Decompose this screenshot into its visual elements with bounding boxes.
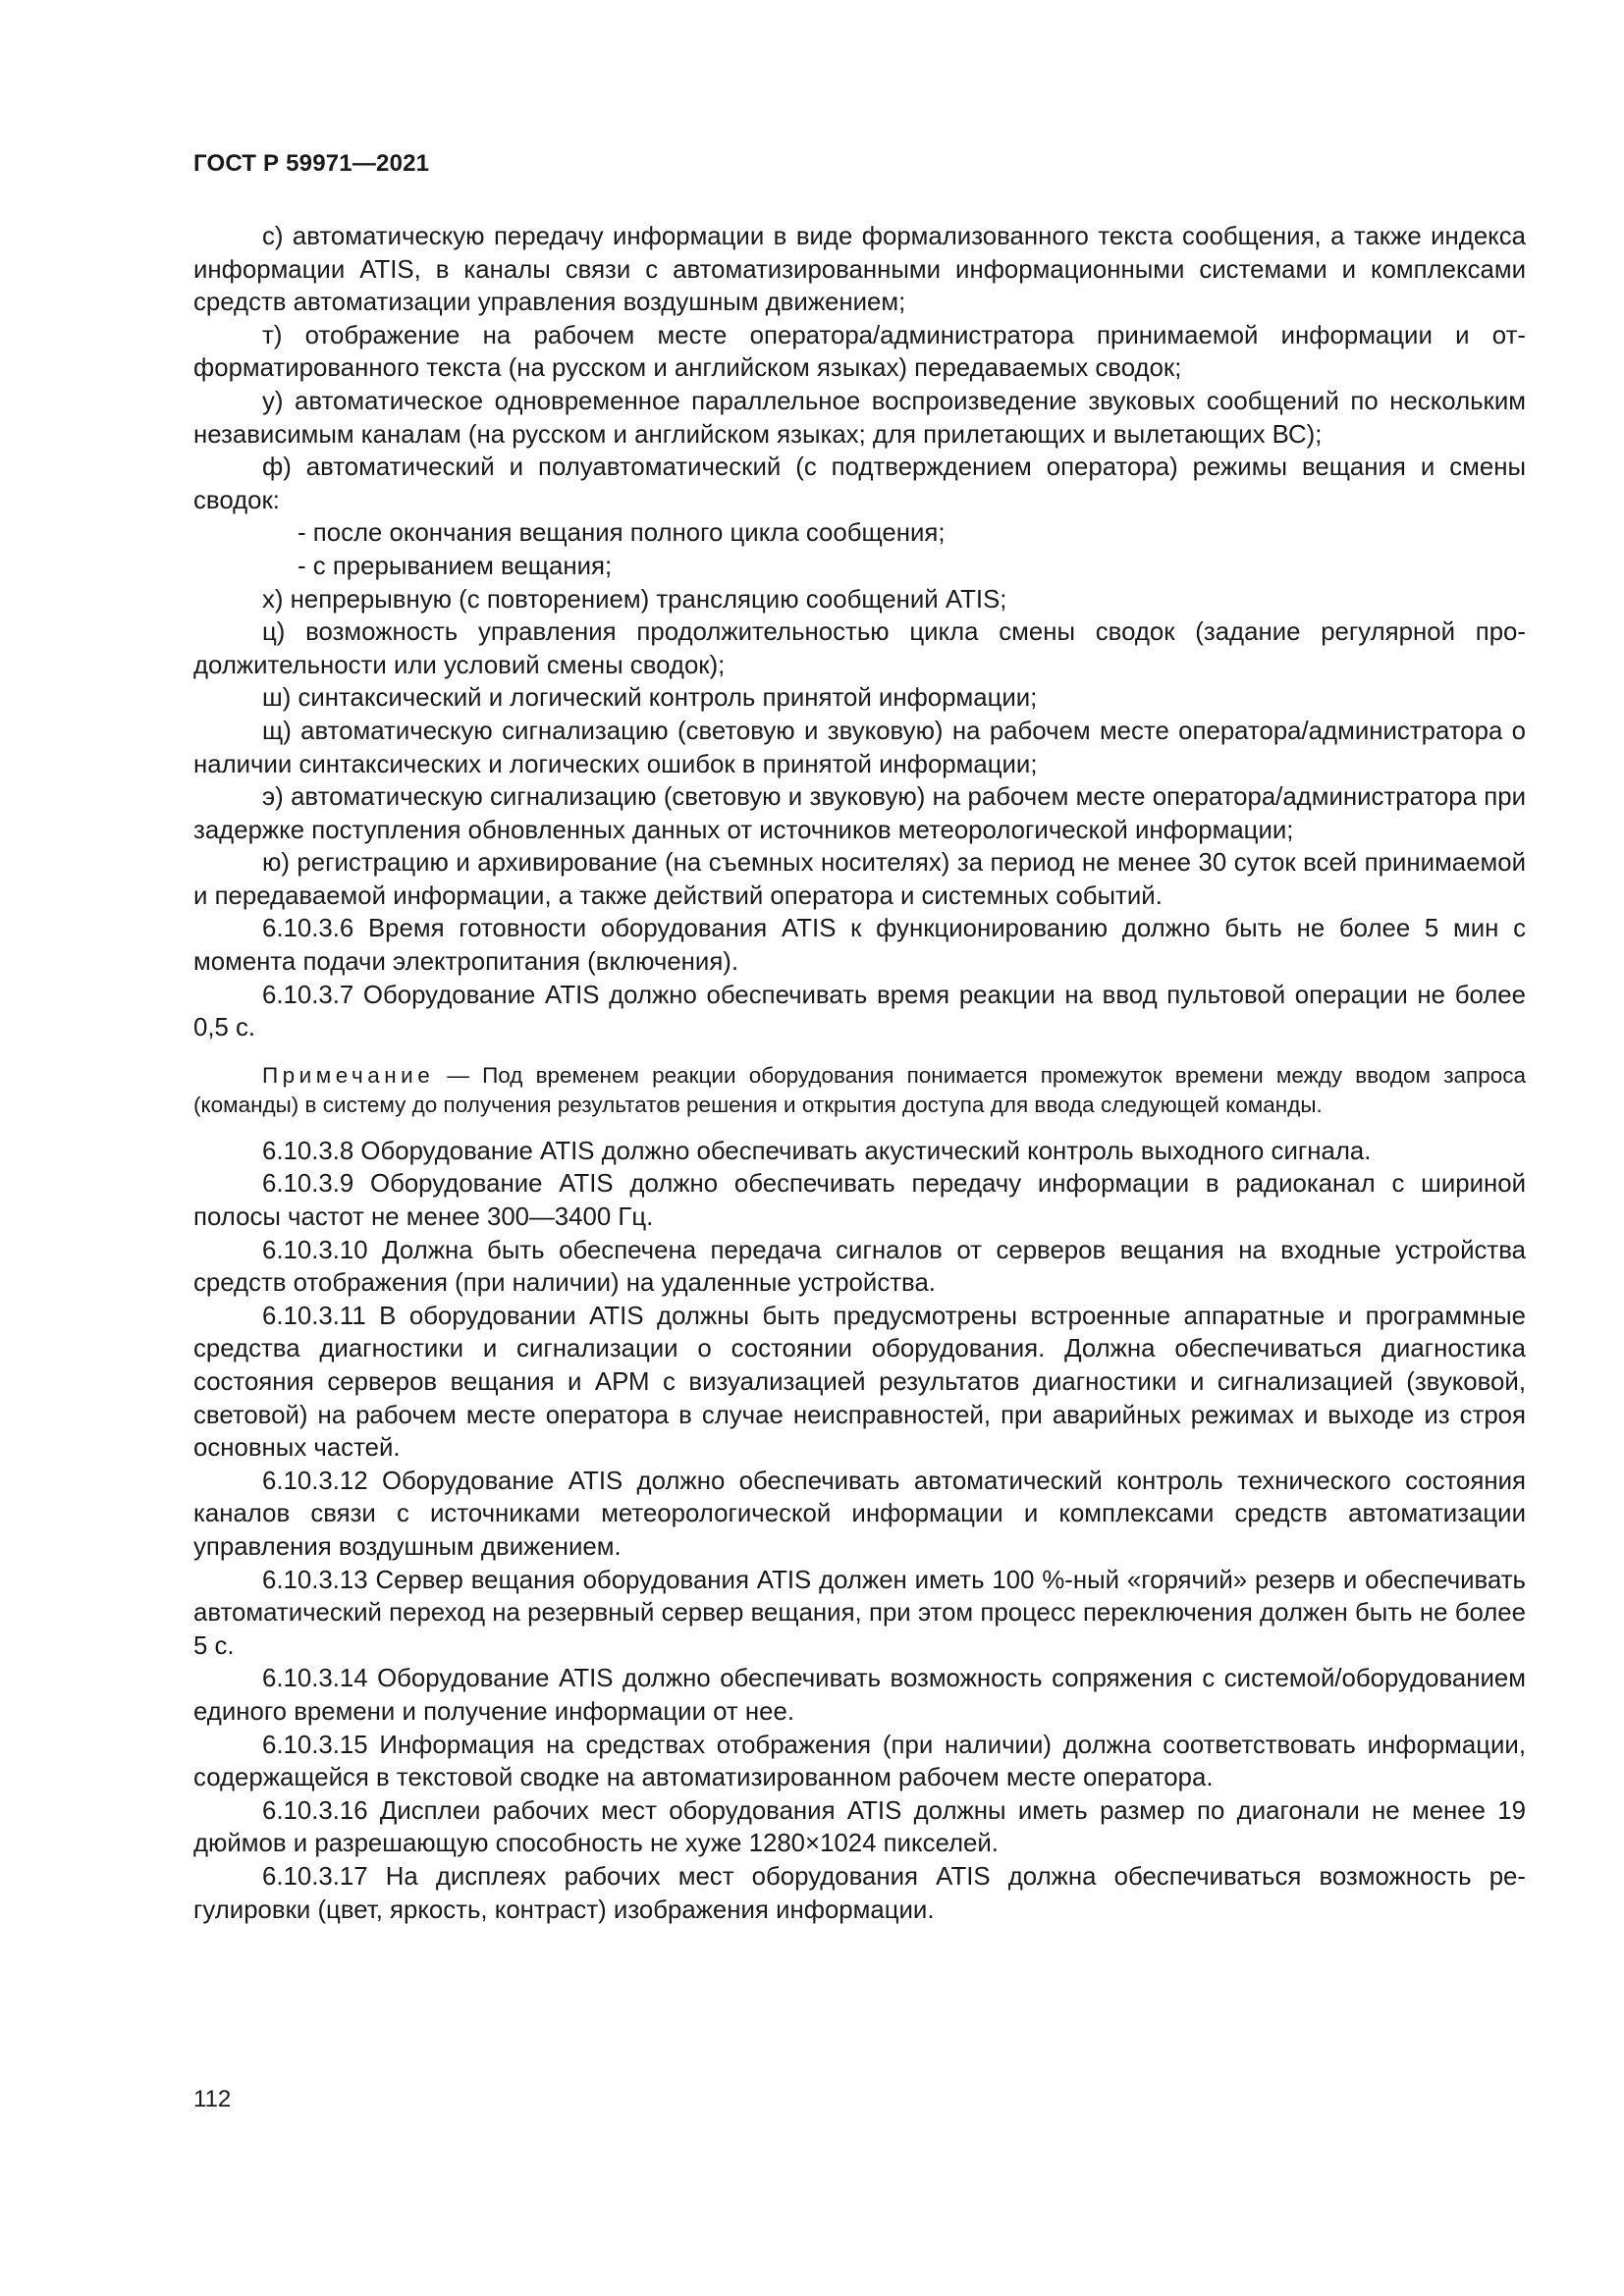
document-body [193, 221, 1526, 1927]
page-number: 112 [193, 2086, 232, 2112]
clause-paragraph: 6.10.3.8 Оборудование ATIS должно обеспечивать акустический контроль выходного сигнала. [262, 1137, 1372, 1165]
clause-paragraph: 6.10.3.6 Время готовности оборудования ATIS к функционированию должно быть не более 5 мин с момента подачи электропитания (включения). [193, 915, 1526, 977]
clause-paragraph: 6.10.3.10 Должна быть обеспечена передача сигналов от серверов вещания на входные устройства средств отображения (при наличии) на удаленные устройства. [193, 1236, 1526, 1298]
sub-list-item: - с прерыванием вещания; [298, 552, 613, 580]
list-item: ю) регистрацию и архивирование (на съемных носителях) за период не менее 30 суток всей принимаемой и передаваемой информации, а также действий оператора и системных событий. [193, 849, 1526, 910]
clause-paragraph: 6.10.3.12 Оборудование ATIS должно обеспечивать автоматический контроль технического состояния каналов связи с источниками метеорологической информации и комплексами средств автоматизации управления воздушным движением. [193, 1467, 1526, 1561]
document-header: ГОСТ Р 59971—2021 [193, 150, 430, 177]
list-item: т) отображение на рабочем месте оператора/администратора принимаемой информации и отформатированного текста (на русском и английском языках) передаваемых сводок; [193, 321, 1526, 383]
note-label: Примечание [262, 1062, 435, 1088]
list-item: ш) синтаксический и логический контроль принятой информации; [262, 684, 1038, 713]
list-item: щ) автоматическую сигнализацию (световую и звуковую) на рабочем месте оператора/администратора о наличии синтаксических и логических ошибок в принятой информации; [193, 717, 1526, 778]
clause-paragraph: 6.10.3.7 Оборудование ATIS должно обеспечивать время реакции на ввод пультовой операции не более 0,5 с. [193, 981, 1526, 1042]
clause-paragraph: 6.10.3.17 На дисплеях рабочих мест оборудования ATIS должна обеспечиваться возможность регулировки (цвет, яркость, контраст) изображения информации. [193, 1862, 1526, 1924]
list-item: э) автоматическую сигнализацию (световую и звуковую) на рабочем месте оператора/администратора при задержке поступления обновленных данных от источников метеорологической информации; [193, 783, 1526, 844]
clause-paragraph: 6.10.3.11 В оборудовании ATIS должны быть предусмотрены встроенные аппаратные и программные средства диагностики и сигнализации о состоянии оборудования. Должна обеспечиваться диагностика состояния серверов вещания и АРМ с визуализацией результатов диагностики и сигнализацией (звуковой, световой) на рабочем месте оператора в случае неисправностей, при аварийных режимах и выходе из строя основных частей. [193, 1302, 1526, 1463]
list-item: ц) возможность управления продолжительностью цикла смены сводок (задание регулярной продолжительности или условий смены сводок); [193, 618, 1526, 679]
clause-paragraph: 6.10.3.9 Оборудование ATIS должно обеспечивать передачу информации в радиоканал с шириной полосы частот не менее 300—3400 Гц. [193, 1170, 1526, 1232]
clause-paragraph: 6.10.3.15 Информация на средствах отображения (при наличии) должна соответствовать информации, содержащейся в текстовой сводке на автоматизированном рабочем месте оператора. [193, 1731, 1526, 1792]
note-paragraph [193, 1061, 1526, 1120]
clause-paragraph: 6.10.3.14 Оборудование ATIS должно обеспечивать возможность сопряжения с системой/оборудованием единого времени и получение информации от нее. [193, 1665, 1526, 1726]
list-item: у) автоматическое одновременное параллельное воспроизведение звуковых сообщений по нескольким независимым каналам (на русском и английском языках; для прилетающих и вылетающих ВС); [193, 387, 1526, 449]
list-item: х) непрерывную (с повторением) трансляцию сообщений ATIS; [262, 585, 1007, 614]
list-item: с) автоматическую передачу информации в виде формализованного текста сообщения, а также индекса информации ATIS, в каналы связи с автоматизированными информационными системами и комплексами средств автоматизации управления воздушным движением; [193, 223, 1526, 317]
note-text: — Под временем реакции оборудования понимается промежуток времени между вводом запроса (команды) в систему до получения результатов решения и открытия доступа для ввода следующей команды. [193, 1062, 1526, 1117]
list-item: ф) автоматический и полуавтоматический (с подтверждением оператора) режимы вещания и смены сводок: [193, 454, 1526, 514]
clause-paragraph: 6.10.3.16 Дисплеи рабочих мест оборудования ATIS должны иметь размер по диагонали не менее 19 дюймов и разрешающую способность не хуже 1280×1024 пикселей. [193, 1796, 1526, 1858]
sub-list-item: - после окончания вещания полного цикла сообщения; [298, 519, 946, 548]
clause-paragraph: 6.10.3.13 Сервер вещания оборудования ATIS должен иметь 100 %-ный «горячий» резерв и обеспечивать автоматический переход на резервный сервер вещания, при этом процесс переключения должен быть не более 5 с. [193, 1566, 1526, 1660]
